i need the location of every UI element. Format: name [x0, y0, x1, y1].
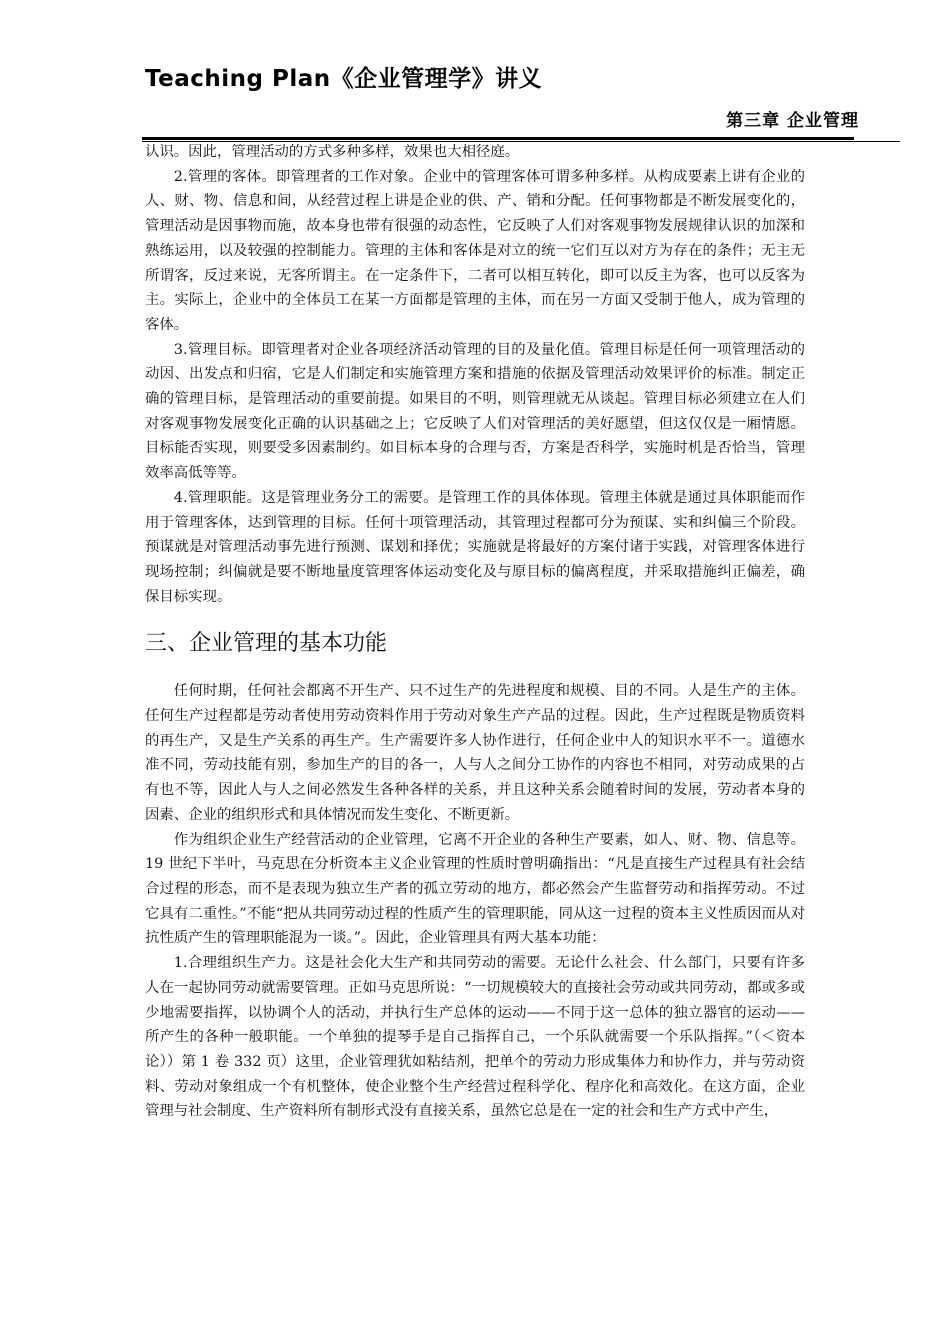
paragraph: 1.合理组织生产力。这是社会化大生产和共同劳动的需要。无论什么社会、什么部门，只要有许多人在一起协同劳动就需要管理。正如马克思所说：“一切规模较大的直接社会劳动或共同劳动，都或多或少地需要指挥，以协调个人的活动，并执行生产总体的运动——不同于这一总体的独立器官的运动——所产生的各种一般职能。一个单独的提琴手是自己指挥自己，一个乐队就需要一个乐队指挥。”（＜资本论））第 1 卷 332 页）这里，企业管理犹如粘结剂，把单个的劳动力形成集体力和协作力，并与劳动资料、劳动对象组成一个有机整体，使企业整个生产经营过程科学化、程序化和高效化。在这方面，企业管理与社会制度、生产资料所有制形式没有直接关系，虽然它总是在一定的社会和生产方式中产生， [145, 955, 805, 1120]
paragraph: 认识。因此，管理活动的方式多种多样，效果也大相径庭。 [145, 144, 520, 160]
header-title: Teaching Plan《企业管理学》讲义 [145, 66, 543, 92]
body-text [145, 140, 805, 1124]
paragraph: 任何时期，任何社会都离不开生产、只不过生产的先进程度和规模、目的不同。人是生产的主体。任何生产过程都是劳动者使用劳动资料作用于劳动对象生产产品的过程。因此，生产过程既是物质资料的再生产，又是生产关系的再生产。生产需要许多人协作进行，任何企业中人的知识水平不一。道德水准不同，劳动技能有别，参加生产的目的各一，人与人之间分工协作的内容也不相同，对劳动成果的占有也不等，因此人与人之间必然发生各种各样的关系，并且这种关系会随着时间的发展，劳动者本身的因素、企业的组织形式和具体情况而发生变化、不断更新。 [145, 683, 805, 823]
paragraph: 作为组织企业生产经营活动的企业管理，它离不开企业的各种生产要素，如人、财、物、信息等。19 世纪下半叶，马克思在分析资本主义企业管理的性质时曾明确指出：“凡是直接生产过程具有社会结合过程的形态，而不是表现为独立生产者的孤立劳动的地方，都必然会产生监督劳动和指挥劳动。不过它具有二重性。”不能“把从共同劳动过程的性质产生的管理职能，同从这一过程的资本主义性质因而从对抗性质产生的管理职能混为一谈。”。因此，企业管理具有两大基本功能： [145, 831, 805, 947]
section-heading: 三、企业管理的基本功能 [145, 631, 388, 657]
paragraph: 4.管理职能。这是管理业务分工的需要。是管理工作的具体体现。管理主体就是通过具体职能而作用于管理客体，达到管理的目标。任何十项管理活动，其管理过程都可分为预谋、实和纠偏三个阶段。预谋就是对管理活动事先进行预测、谋划和择优；实施就是将最好的方案付诸于实践，对管理客体进行现场控制；纠偏就是要不断地量度管理客体运动变化及与原目标的偏离程度，并采取措施纠正偏差，确保目标实现。 [145, 489, 805, 605]
chapter-label: 第三章 企业管理 [726, 111, 859, 131]
paragraph: 2.管理的客体。即管理者的工作对象。企业中的管理客体可谓多种多样。从构成要素上讲有企业的人、财、物、信息和间，从经营过程上讲是企业的供、产、销和分配。任何事物都是不断发展变化的，管理活动是因事物而施，故本身也带有很强的动态性，它反映了人们对客观事物发展规律认识的加深和熟练运用，以及较强的控制能力。管理的主体和客体是对立的统一它们互以对方为存在的条件；无主无所谓客，反过来说，无客所谓主。在一定条件下，二者可以相互转化，即可以反主为客，也可以反客为主。实际上，企业中的全体员工在某一方面都是管理的主体，而在另一方面又受制于他人，成为管理的客体。 [145, 168, 805, 333]
paragraph: 3.管理目标。即管理者对企业各项经济活动管理的目的及量化值。管理目标是任何一项管理活动的动因、出发点和归宿，它是人们制定和实施管理方案和措施的依据及管理活动效果评价的标准。制定正确的管理目标，是管理活动的重要前提。如果目的不明，则管理就无从谈起。管理目标必须建立在人们对客观事物发展变化正确的认识基础之上；它反映了人们对管理活的美好愿望，但这仅仅是一厢情愿。目标能否实现，则要受多因素制约。如目标本身的合理与否，方案是否科学，实施时机是否恰当，管理效率高低等等。 [145, 341, 805, 482]
